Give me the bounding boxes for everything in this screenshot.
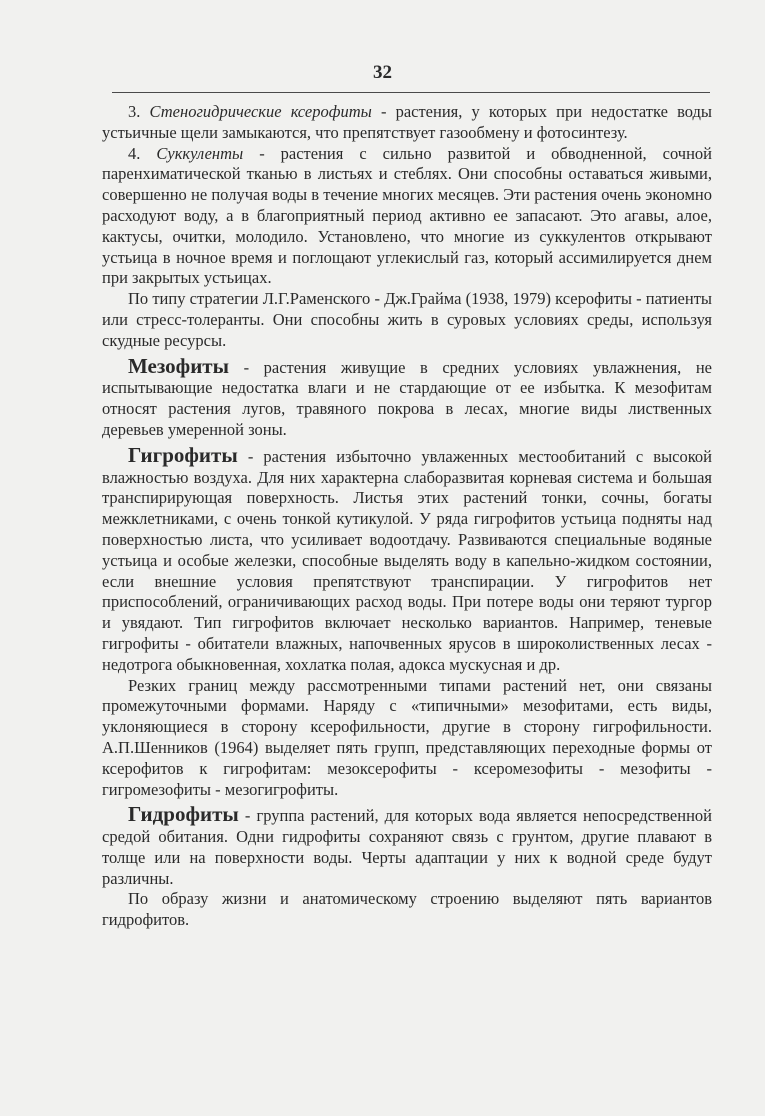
- paragraph-succulents: [102, 144, 712, 290]
- header-rule: [112, 92, 710, 93]
- paragraph-text: - группа растений, для которых вода является непосредственной средой обитания. Одни гидрофиты сохраняют связь с грунтом, другие плавают в толще или на поверхности воды. Черты адаптации у них к водной среде будут различны.: [102, 806, 712, 888]
- paragraph-text: По образу жизни и анатомическому строению выделяют пять вариантов гидрофитов.: [102, 889, 712, 930]
- paragraph-text: По типу стратегии Л.Г.Раменского - Дж.Грайма (1938, 1979) ксерофиты - патиенты или стресс-толеранты. Они способны жить в суровых условиях среды, используя скудные ресурсы.: [102, 289, 712, 350]
- paragraph-hydrophyte-variants: [102, 889, 712, 931]
- body-text: [102, 102, 712, 931]
- list-number: 4.: [128, 143, 141, 163]
- term-hygrophytes: Гигрофиты: [128, 442, 238, 467]
- paragraph-stenohydric: [102, 102, 712, 144]
- paragraph-text: - растения, у которых при недостатке воды устьичные щели замыкаются, что препятствует газообмену и фотосинтезу.: [102, 102, 713, 142]
- paragraph-text: - растения живущие в средних условиях увлажнения, не испытывающие недостатка влаги и не стардающие от ее избытка. К мезофитам относят растения лугов, травяного покрова в лесах, многие виды лиственных деревьев умеренной зоны.: [102, 357, 712, 439]
- paragraph-transitions: [102, 676, 712, 801]
- paragraph-mesophytes: [102, 353, 712, 441]
- paragraph-strategy: [102, 289, 712, 351]
- list-number: 3.: [128, 102, 141, 121]
- paragraph-hydrophytes: [102, 804, 712, 889]
- term-succulents: Суккуленты: [156, 143, 244, 163]
- term-stenohydric-xerophytes: Стеногидрические ксерофиты: [149, 102, 372, 121]
- paragraph-text: - растения с сильно развитой и обводненной, сочной паренхиматической тканью в листьях и стеблях. Они способны оставаться живыми, совершенно не получая воды в течение многих месяцев. Эти растения очень экономно расходуют воду, а в благоприятный период активно ее запасают. Это агавы, алое, кактусы, очитки, молодило. Установлено, что многие из суккулентов открывают устьица в ночное время и поглощают углекислый газ, который ассимилируется днем при закрытых устьицах.: [102, 143, 712, 288]
- paragraph-text: Резких границ между рассмотренными типами растений нет, они связаны промежуточными формами. Наряду с «типичными» мезофитами, есть виды, уклоняющиеся в сторону ксерофильности, другие в сторону гигрофильности. А.П.Шенников (1964) выделяет пять групп, представляющих переходные формы от ксерофитов к гигрофитам: мезоксерофиты - ксеромезофиты - мезофиты - гигромезофиты - мезогигрофиты.: [102, 675, 712, 799]
- term-hydrophytes: Гидрофиты: [128, 802, 239, 827]
- term-mesophytes: Мезофиты: [128, 353, 230, 378]
- paragraph-hygrophytes: [102, 442, 712, 676]
- page-number: 32: [373, 62, 392, 83]
- paragraph-text: - растения избыточно увлаженных местообитаний с высокой влажностью воздуха. Для них характерна слаборазвитая корневая система и большая транспирирующая поверхность. Листья этих растений тонки, сочны, богаты межклетниками, с очень тонкой кутикулой. У ряда гигрофитов устьица подняты над поверхностью листа, что усиливает водоотдачу. Развиваются специальные водяные устьица и особые железки, способные выделять воду в капельно-жидком состоянии, если внешние условия препятствуют транспирации. У гигрофитов нет приспособлений, ограничивающих расход воды. При потере воды они теряют тургор и увядают. Тип гигрофитов включает несколько вариантов. Например, теневые гигрофиты - обитатели влажных, напочвенных ярусов в широколиственных лесах - недотрога обыкновенная, хохлатка полая, адокса мускусная и др.: [102, 446, 712, 674]
